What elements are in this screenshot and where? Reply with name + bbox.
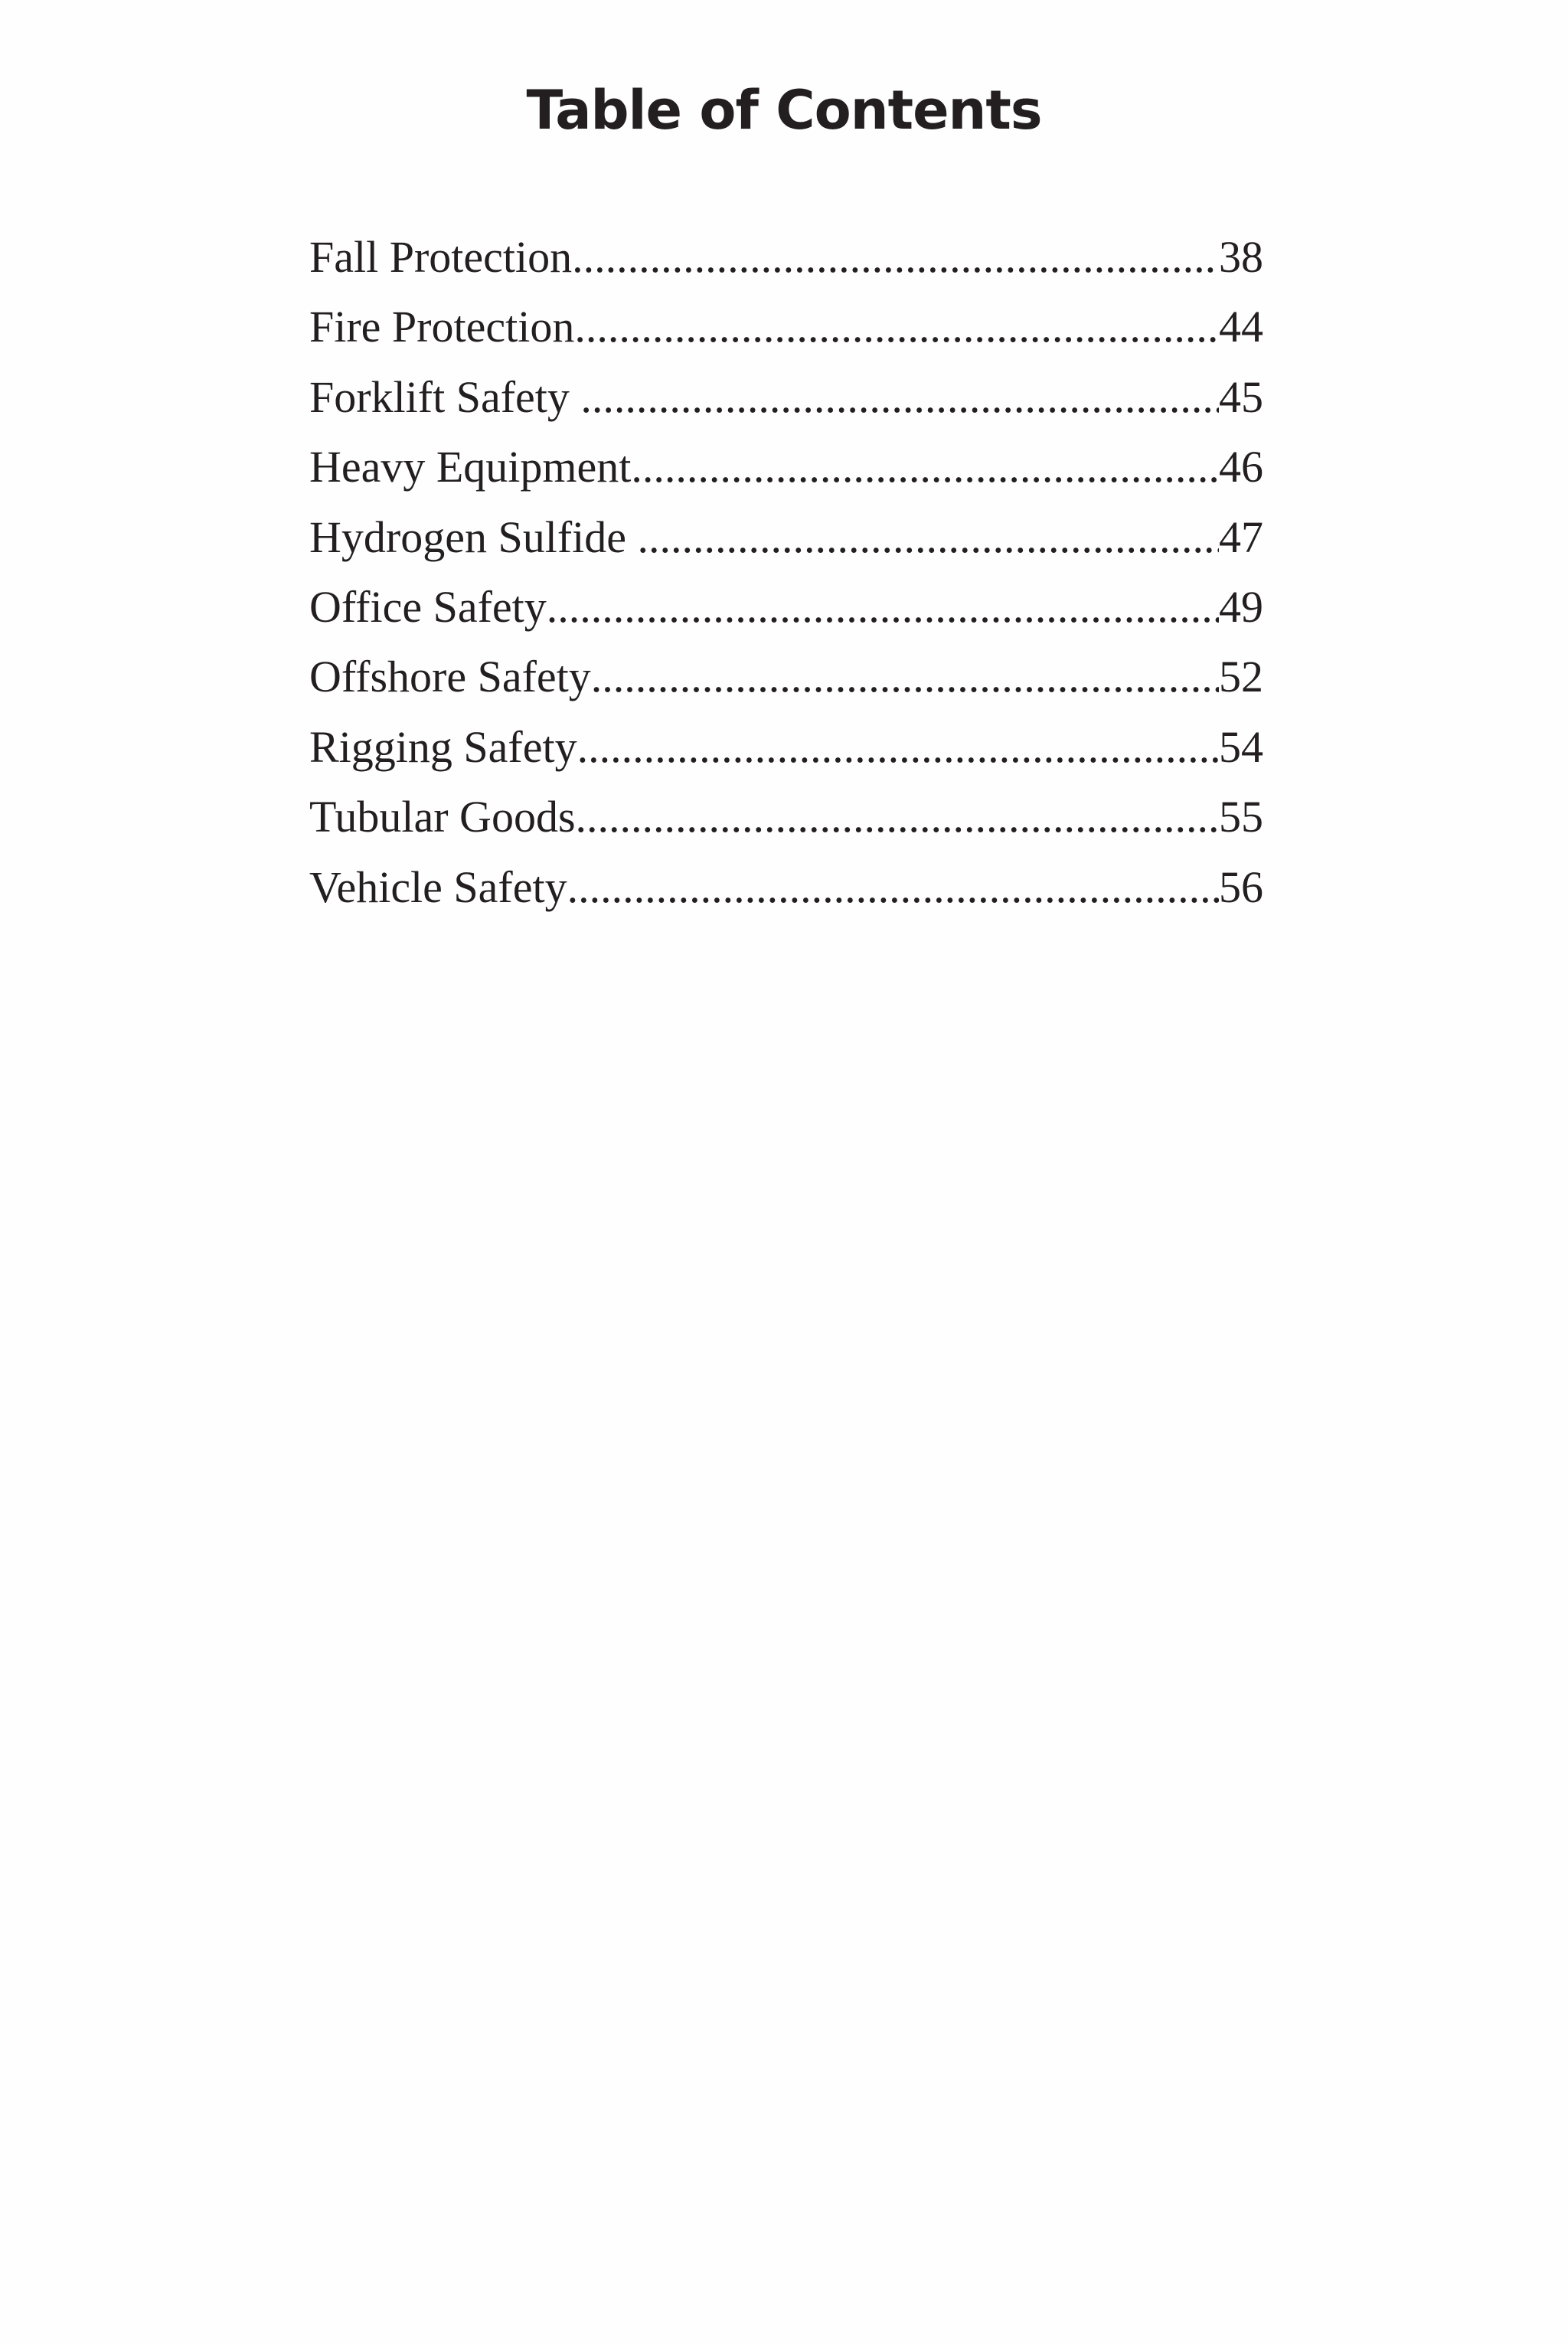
toc-entry-office-safety[interactable] [309, 572, 1263, 642]
toc-entry-offshore-safety[interactable] [309, 642, 1263, 711]
toc-entry-label: Hydrogen Sulfide [309, 512, 638, 562]
toc-dot-leader [577, 712, 1219, 782]
toc-dot-leader [631, 432, 1219, 502]
toc-page-number: 54 [1219, 721, 1263, 772]
toc-page-number: 49 [1219, 581, 1263, 632]
toc-dot-leader [574, 292, 1219, 361]
toc-entry-label: Tubular Goods [309, 792, 576, 842]
toc-dot-leader [580, 362, 1219, 432]
toc-entry-vehicle-safety[interactable] [309, 852, 1263, 922]
toc-entry-label: Forklift Safety [309, 371, 581, 422]
toc-page-number: 46 [1219, 442, 1263, 492]
toc-entry-rigging-safety[interactable] [309, 712, 1263, 782]
toc-page-number: 38 [1219, 232, 1263, 282]
toc-dot-leader [638, 502, 1220, 572]
toc-entry-label: Vehicle Safety [309, 861, 567, 912]
toc-page-number: 56 [1219, 861, 1263, 912]
toc-entry-fall-protection[interactable] [309, 222, 1263, 292]
toc-page-number: 44 [1219, 302, 1263, 352]
toc-entry-label: Offshore Safety [309, 652, 591, 702]
toc-entry-heavy-equipment[interactable] [309, 432, 1263, 502]
toc-entry-label: Fall Protection [309, 232, 573, 282]
toc-entry-tubular-goods[interactable] [309, 782, 1263, 852]
toc-entry-label: Office Safety [309, 581, 547, 632]
toc-dot-leader [576, 782, 1219, 852]
toc-dot-leader [567, 852, 1219, 922]
toc-dot-leader [572, 222, 1219, 292]
toc-page-number: 55 [1219, 792, 1263, 842]
toc-dot-leader [591, 642, 1219, 711]
toc-entry-forklift-safety[interactable] [309, 362, 1263, 432]
page-title: Table of Contents [526, 79, 1042, 142]
toc-entry-label: Rigging Safety [309, 721, 577, 772]
toc-dot-leader [547, 572, 1219, 642]
toc-entry-label: Heavy Equipment [309, 442, 632, 492]
toc-entry-label: Fire Protection [309, 302, 575, 352]
toc-entry-hydrogen-sulfide[interactable] [309, 502, 1263, 572]
toc-page-number: 45 [1219, 371, 1263, 422]
toc-entry-fire-protection[interactable] [309, 292, 1263, 361]
toc-page-number: 52 [1219, 652, 1263, 702]
toc-page-number: 47 [1219, 512, 1263, 562]
toc-list [309, 222, 1263, 922]
